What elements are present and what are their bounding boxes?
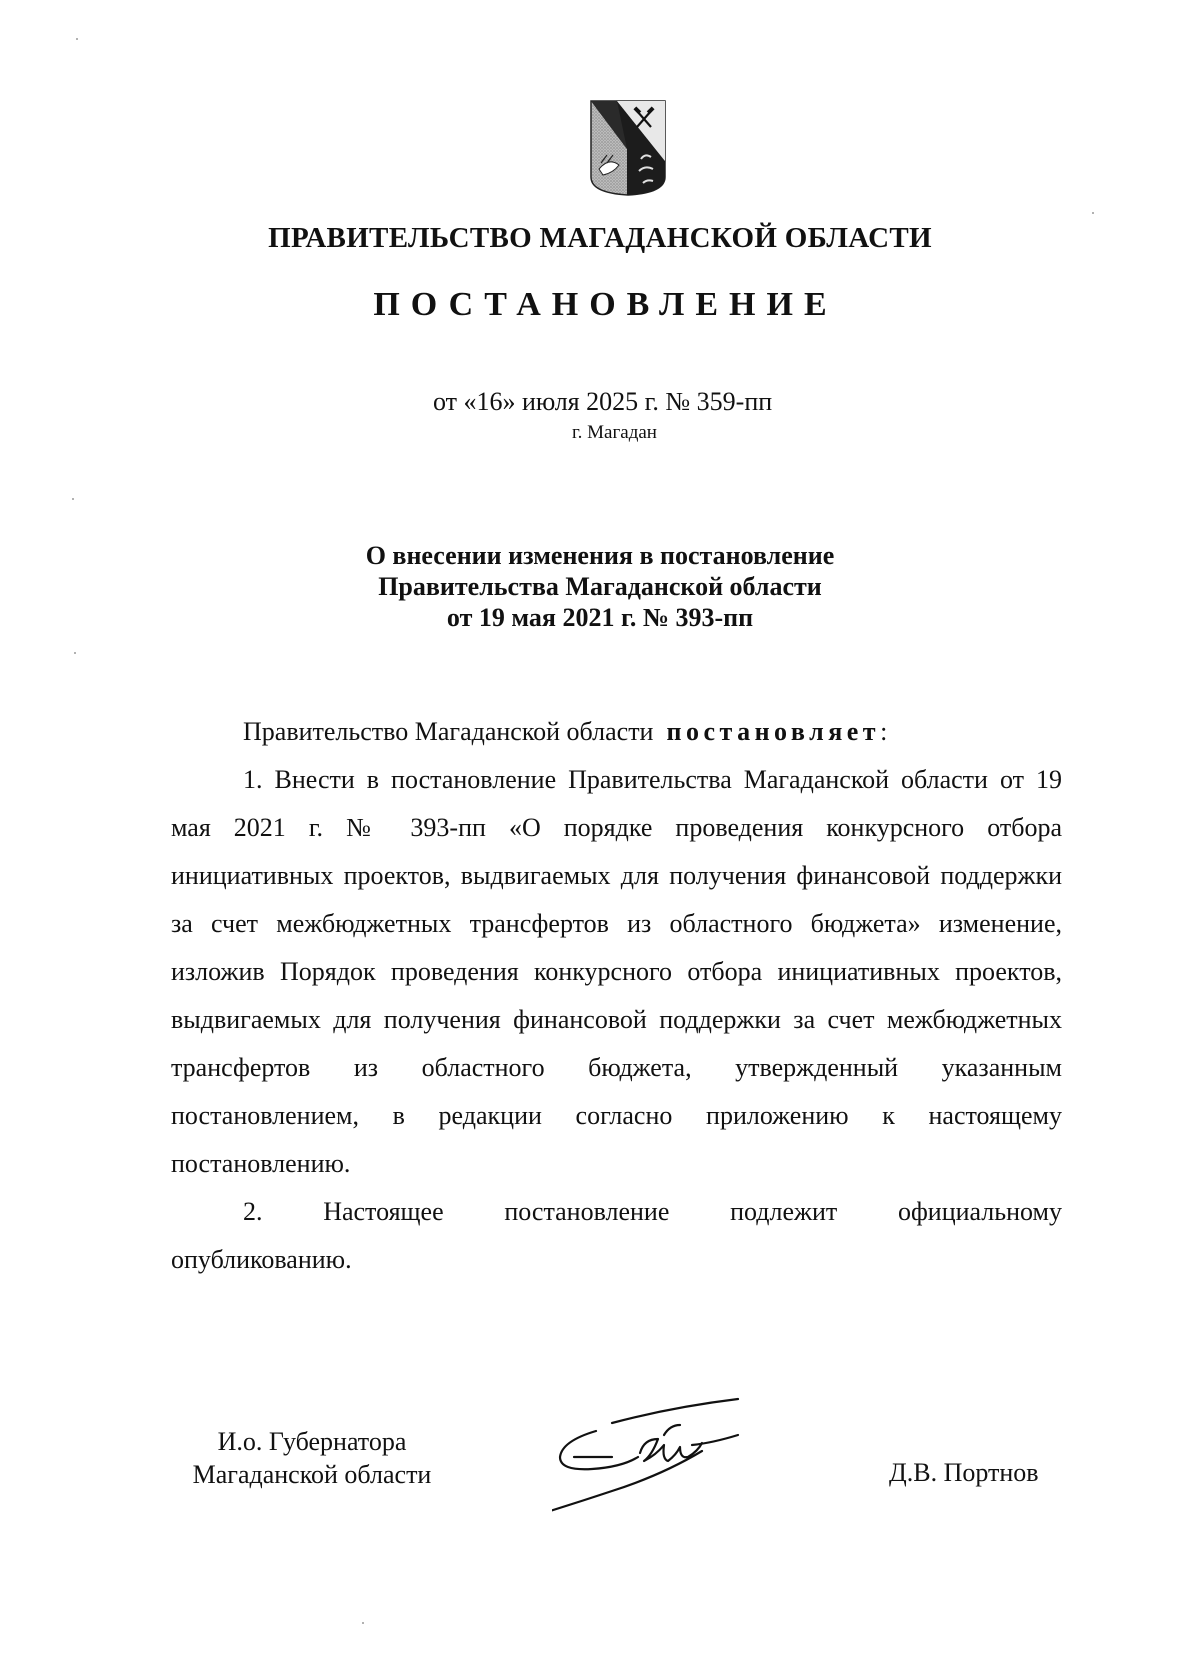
position-line: Магаданской области — [192, 1460, 432, 1489]
scan-speck — [74, 652, 76, 654]
signatory-position — [182, 1425, 442, 1491]
scan-speck — [362, 1622, 364, 1624]
government-name: ПРАВИТЕЛЬСТВО МАГАДАНСКОЙ ОБЛАСТИ — [268, 222, 932, 254]
document-type-title: ПОСТАНОВЛЕНИЕ — [373, 286, 838, 323]
subject-line: от 19 мая 2021 г. № 393-пп — [446, 603, 754, 632]
resolution-item-1: 1. Внести в постановление Правительства Магаданской области от 19 мая 2021 г. № 393-пп «О порядке проведения конкурсного отбора инициативных проектов, выдвигаемых для получения финансовой поддержки за счет межбюджетных трансфертов из областного бюджета» изменение, изложив Порядок проведения конкурсного отбора инициативных проектов, выдвигаемых для получения финансовой поддержки за счет межбюджетных трансфертов из областного бюджета, утвержденный указанным постановлением, в редакции согласно приложению к настоящему постановлению. — [171, 765, 1062, 1178]
document-subject — [0, 540, 1200, 633]
scan-speck — [1092, 212, 1094, 214]
magadan-oblast-coat-of-arms-icon — [589, 99, 667, 197]
document-city: г. Магадан — [572, 422, 657, 443]
signatory-name: Д.В. Портнов — [889, 1458, 1039, 1487]
resolution-intro — [171, 708, 1062, 756]
resolution-item-2: 2. Настоящее постановление подлежит официальному опубликованию. — [171, 1197, 1062, 1274]
position-line: И.о. Губернатора — [217, 1427, 407, 1456]
scan-speck — [76, 38, 78, 40]
intro-prefix: Правительство Магаданской области — [243, 717, 654, 746]
document-date-number: от «16» июля 2025 г. № 359-пп — [433, 387, 773, 416]
intro-suffix: : — [880, 717, 888, 746]
subject-line: О внесении изменения в постановление — [365, 541, 835, 570]
scan-speck — [72, 498, 74, 500]
handwritten-signature-icon — [552, 1395, 792, 1515]
document-body — [171, 708, 1062, 1284]
intro-verb: постановляет — [666, 717, 881, 746]
subject-line: Правительства Магаданской области — [378, 572, 822, 601]
